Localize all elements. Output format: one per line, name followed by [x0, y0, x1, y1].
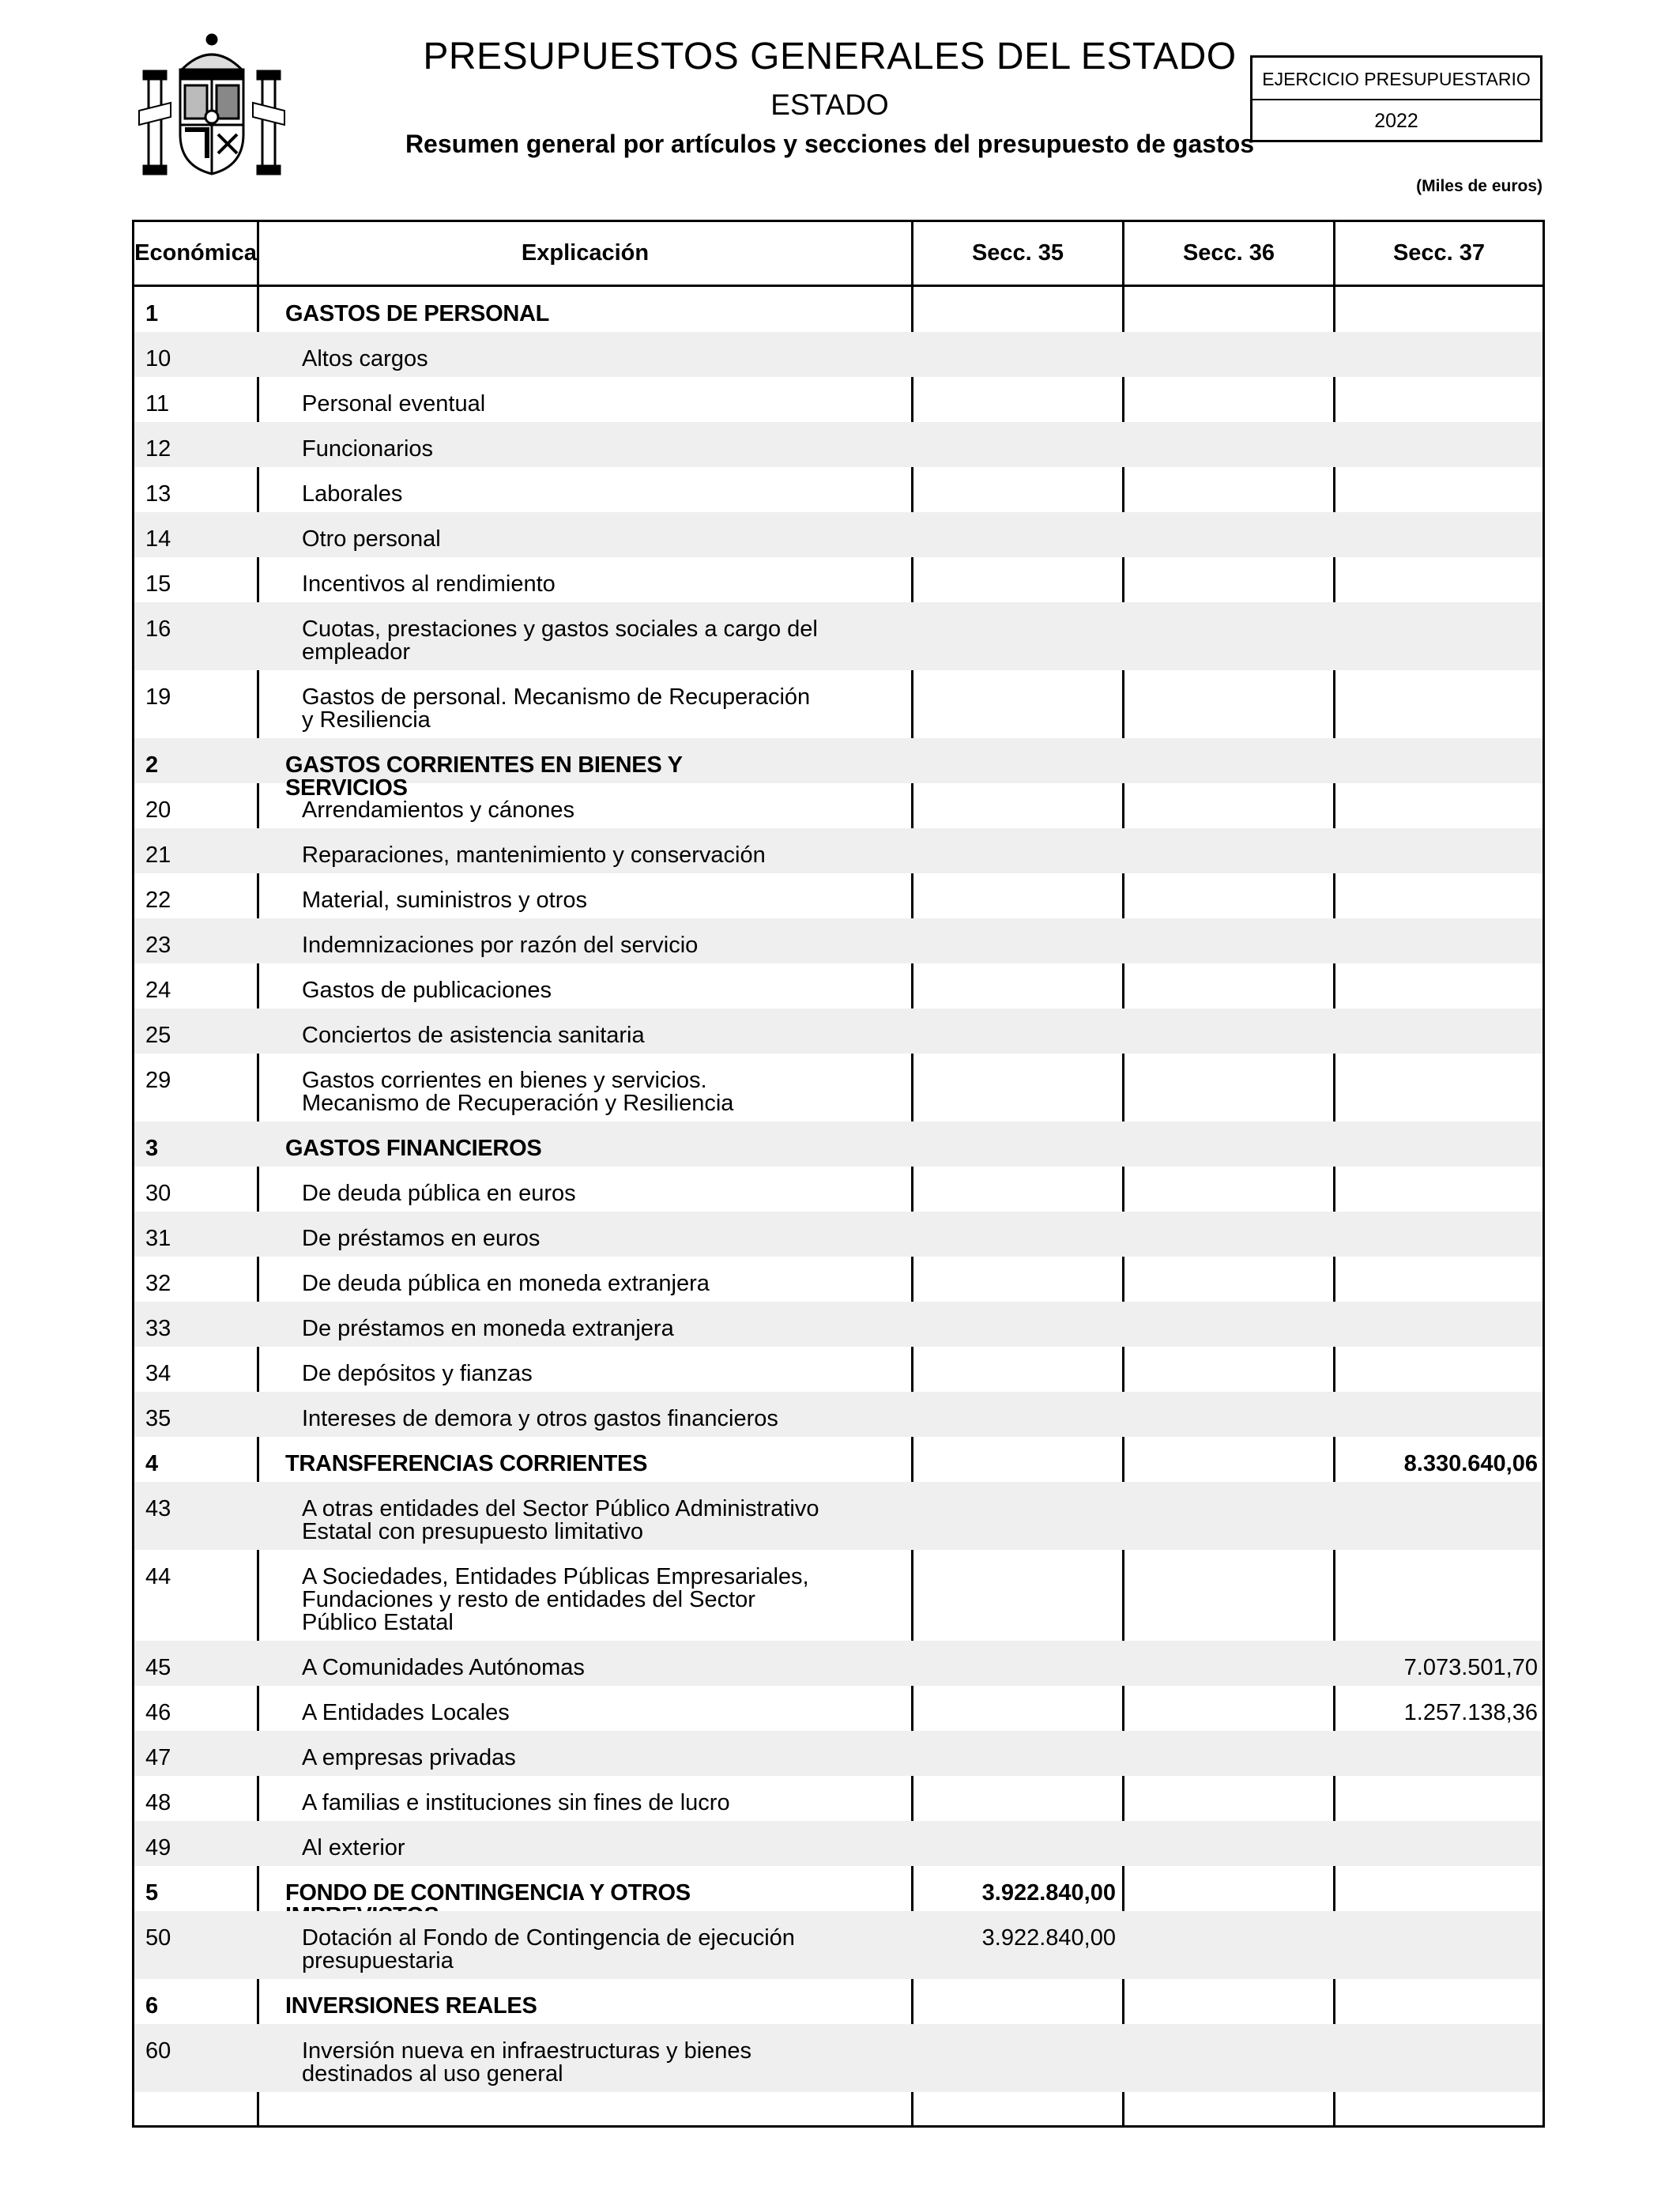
- row-code: 49: [145, 1835, 171, 1860]
- table-row: [134, 1008, 1543, 1054]
- row-code: 48: [145, 1790, 171, 1815]
- row-code: 4: [145, 1451, 159, 1476]
- row-explanation: A otras entidades del Sector Público Administrativo Estatal con presupuesto limitativo: [302, 1496, 819, 1544]
- row-secc36: [1124, 512, 1327, 528]
- table-row: [134, 557, 1543, 602]
- row-explanation: GASTOS CORRIENTES EN BIENES Y SERVICIOS: [285, 752, 683, 801]
- row-secc35: [913, 377, 1116, 393]
- row-secc35: [913, 873, 1116, 889]
- row-code: 50: [145, 1925, 171, 1951]
- table-row: [134, 1550, 1543, 1641]
- row-explanation: Cuotas, prestaciones y gastos sociales a cargo del empleador: [302, 616, 818, 665]
- row-explanation: Material, suministros y otros: [302, 888, 587, 913]
- row-secc35: [913, 738, 1116, 754]
- table-header: [134, 222, 1543, 287]
- row-explanation: Indemnizaciones por razón del servicio: [302, 933, 699, 958]
- row-code: 5: [145, 1880, 159, 1906]
- row-secc35: [913, 1979, 1116, 1995]
- table-body: [134, 287, 1543, 2092]
- row-secc35: 3.922.840,00: [981, 1925, 1116, 1951]
- table-row: [134, 918, 1543, 963]
- row-secc36: [1124, 670, 1327, 686]
- table-row: [134, 1821, 1543, 1866]
- row-secc35: [913, 422, 1116, 438]
- row-secc37: [1335, 1979, 1538, 1995]
- row-code: 19: [145, 684, 171, 710]
- page-description: Resumen general por artículos y secciones del presupuesto de gastos: [405, 130, 1255, 158]
- table-row: [134, 1641, 1543, 1686]
- row-explanation: Intereses de demora y otros gastos financieros: [302, 1406, 778, 1431]
- row-secc37: 8.330.640,06: [1403, 1451, 1538, 1476]
- row-code: 25: [145, 1023, 171, 1048]
- row-code: 34: [145, 1361, 171, 1386]
- row-secc35: [913, 332, 1116, 348]
- table-row: [134, 602, 1543, 670]
- row-explanation: Gastos de personal. Mecanismo de Recuperación y Resiliencia: [302, 684, 811, 733]
- row-code: 11: [145, 391, 170, 417]
- row-secc37: [1335, 1866, 1538, 1882]
- row-secc35: [913, 1302, 1116, 1318]
- row-secc36: [1124, 1257, 1327, 1272]
- row-secc35: [913, 1776, 1116, 1792]
- row-secc35: [913, 918, 1116, 934]
- row-secc35: [913, 1167, 1116, 1182]
- row-explanation: Laborales: [302, 481, 403, 507]
- row-secc35: [913, 1821, 1116, 1837]
- row-explanation: A empresas privadas: [302, 1745, 516, 1770]
- row-secc36: [1124, 918, 1327, 934]
- row-secc35: [913, 467, 1116, 483]
- row-secc37: [1335, 602, 1538, 618]
- row-secc36: [1124, 1212, 1327, 1227]
- table-row-chapter: [134, 1437, 1543, 1482]
- row-secc35: [913, 512, 1116, 528]
- row-secc36: [1124, 1347, 1327, 1363]
- row-code: 33: [145, 1316, 171, 1341]
- table-row: [134, 1776, 1543, 1821]
- row-explanation: TRANSFERENCIAS CORRIENTES: [285, 1451, 648, 1476]
- row-secc35: [913, 557, 1116, 573]
- row-secc36: [1124, 963, 1327, 979]
- table-row: [134, 1392, 1543, 1437]
- table-row: [134, 670, 1543, 738]
- table-row: [134, 467, 1543, 512]
- row-explanation: Otro personal: [302, 526, 441, 552]
- row-secc36: [1124, 783, 1327, 799]
- row-explanation: De préstamos en euros: [302, 1226, 541, 1251]
- row-secc35: [913, 1641, 1116, 1657]
- row-code: 23: [145, 933, 171, 958]
- row-explanation: Conciertos de asistencia sanitaria: [302, 1023, 645, 1048]
- row-explanation: A Comunidades Autónomas: [302, 1655, 585, 1680]
- row-secc36: [1124, 377, 1327, 393]
- row-code: 10: [145, 346, 171, 371]
- row-explanation: Dotación al Fondo de Contingencia de ejecución presupuestaria: [302, 1925, 795, 1973]
- row-secc36: [1124, 1686, 1327, 1702]
- row-secc36: [1124, 1008, 1327, 1024]
- row-explanation: FONDO DE CONTINGENCIA Y OTROS: [285, 1880, 691, 1906]
- table-row: [134, 422, 1543, 467]
- row-secc36: [1124, 1054, 1327, 1069]
- row-secc36: [1124, 1482, 1327, 1498]
- row-code: 21: [145, 843, 171, 868]
- row-secc37: [1335, 1167, 1538, 1182]
- row-code: 44: [145, 1564, 171, 1589]
- row-secc35: [913, 1054, 1116, 1069]
- row-code: 2: [145, 752, 159, 778]
- row-secc36: [1124, 1979, 1327, 1995]
- row-secc37: [1335, 1347, 1538, 1363]
- row-secc37: [1335, 1122, 1538, 1137]
- page-title: PRESUPUESTOS GENERALES DEL ESTADO: [423, 36, 1237, 77]
- coat-of-arms-icon: [133, 24, 291, 182]
- row-secc35: [913, 1122, 1116, 1137]
- row-secc36: [1124, 1437, 1327, 1453]
- row-explanation: Altos cargos: [302, 346, 428, 371]
- row-secc36: [1124, 467, 1327, 483]
- row-explanation: Gastos de publicaciones: [302, 978, 552, 1003]
- row-secc36: [1124, 1302, 1327, 1318]
- row-explanation: Inversión nueva en infraestructuras y bienes destinados al uso general: [302, 2038, 752, 2087]
- row-explanation: A Entidades Locales: [302, 1700, 510, 1725]
- row-secc36: [1124, 1911, 1327, 1927]
- row-explanation: De préstamos en moneda extranjera: [302, 1316, 674, 1341]
- row-secc36: [1124, 1122, 1327, 1137]
- table-row: [134, 1302, 1543, 1347]
- table-row: [134, 377, 1543, 422]
- row-secc37: [1335, 467, 1538, 483]
- row-secc36: [1124, 873, 1327, 889]
- row-code: 20: [145, 797, 171, 823]
- row-secc36: [1124, 828, 1327, 844]
- col-header-secc37: Secc. 37: [1392, 240, 1486, 266]
- row-secc37: [1335, 557, 1538, 573]
- table-row: [134, 1054, 1543, 1122]
- col-header-secc35: Secc. 35: [971, 240, 1064, 266]
- units-note: (Miles de euros): [1416, 177, 1543, 195]
- row-secc36: [1124, 1776, 1327, 1792]
- row-secc36: [1124, 332, 1327, 348]
- row-secc36: [1124, 287, 1327, 303]
- row-secc37: [1335, 1054, 1538, 1069]
- table-row: [134, 783, 1543, 828]
- row-explanation: GASTOS DE PERSONAL: [285, 301, 550, 326]
- table-row: [134, 1257, 1543, 1302]
- row-code: 30: [145, 1181, 171, 1206]
- row-code: 29: [145, 1068, 171, 1093]
- row-secc36: [1124, 602, 1327, 618]
- row-secc37: [1335, 2024, 1538, 2040]
- row-secc36: [1124, 1641, 1327, 1657]
- row-secc37: [1335, 738, 1538, 754]
- row-secc37: [1335, 1212, 1538, 1227]
- table-row: [134, 963, 1543, 1008]
- row-secc36: [1124, 1550, 1327, 1566]
- row-secc36: [1124, 738, 1327, 754]
- fiscal-year-label: EJERCICIO PRESUPUESTARIO: [1252, 58, 1540, 100]
- row-secc36: [1124, 2024, 1327, 2040]
- row-code: 14: [145, 526, 171, 552]
- row-secc35: [913, 1731, 1116, 1747]
- table-row: [134, 332, 1543, 377]
- table-row: [134, 1731, 1543, 1776]
- row-secc36: [1124, 422, 1327, 438]
- row-code: 47: [145, 1745, 171, 1770]
- row-explanation: Al exterior: [302, 1835, 405, 1860]
- row-secc37: [1335, 512, 1538, 528]
- row-explanation: INVERSIONES REALES: [285, 1993, 537, 2019]
- table-row-chapter: [134, 1122, 1543, 1167]
- table-row-chapter: [134, 738, 1543, 801]
- table-row: [134, 2024, 1543, 2092]
- table-row: [134, 1212, 1543, 1257]
- table-row: [134, 828, 1543, 873]
- row-secc36: [1124, 1866, 1327, 1882]
- row-secc37: [1335, 1392, 1538, 1408]
- row-code: 45: [145, 1655, 171, 1680]
- row-secc37: [1335, 287, 1538, 303]
- row-secc37: [1335, 828, 1538, 844]
- row-secc36: [1124, 1167, 1327, 1182]
- table-row: [134, 873, 1543, 918]
- row-code: 24: [145, 978, 171, 1003]
- row-secc35: [913, 287, 1116, 303]
- fiscal-year-value: 2022: [1374, 110, 1418, 132]
- table-row: [134, 1167, 1543, 1212]
- row-explanation: GASTOS FINANCIEROS: [285, 1136, 542, 1161]
- row-secc35: [913, 1482, 1116, 1498]
- row-secc36: [1124, 557, 1327, 573]
- row-secc37: 7.073.501,70: [1403, 1655, 1538, 1680]
- row-explanation: De deuda pública en moneda extranjera: [302, 1271, 710, 1296]
- fiscal-year-box: [1250, 55, 1543, 142]
- row-code: 32: [145, 1271, 171, 1296]
- row-secc37: [1335, 873, 1538, 889]
- table-row: [134, 512, 1543, 557]
- row-code: 16: [145, 616, 171, 642]
- row-secc35: [913, 1008, 1116, 1024]
- page-subtitle: ESTADO: [770, 89, 889, 121]
- row-explanation: De deuda pública en euros: [302, 1181, 576, 1206]
- row-explanation: Funcionarios: [302, 436, 434, 462]
- budget-table: [132, 220, 1545, 2128]
- row-secc37: [1335, 918, 1538, 934]
- row-explanation: Gastos corrientes en bienes y servicios. Mecanismo de Recuperación y Resiliencia: [302, 1068, 734, 1116]
- row-secc37: [1335, 1008, 1538, 1024]
- row-code: 13: [145, 481, 171, 507]
- col-header-explicacion: Explicación: [521, 240, 650, 266]
- row-code: 6: [145, 1993, 159, 2019]
- row-code: 46: [145, 1700, 171, 1725]
- table-row: [134, 1686, 1543, 1731]
- row-code: 1: [145, 301, 159, 326]
- row-secc37: [1335, 1302, 1538, 1318]
- row-secc35: [913, 1257, 1116, 1272]
- row-secc37: [1335, 1911, 1538, 1927]
- row-secc35: [913, 670, 1116, 686]
- row-secc37: [1335, 670, 1538, 686]
- row-secc35: [913, 828, 1116, 844]
- row-secc35: [913, 1437, 1116, 1453]
- row-code: 35: [145, 1406, 171, 1431]
- row-explanation: Personal eventual: [302, 391, 486, 417]
- row-secc37: 1.257.138,36: [1403, 1700, 1538, 1725]
- table-row-chapter: [134, 287, 1543, 332]
- row-code: 3: [145, 1136, 159, 1161]
- row-secc37: [1335, 1731, 1538, 1747]
- row-secc35: 3.922.840,00: [981, 1880, 1116, 1906]
- row-secc37: [1335, 783, 1538, 799]
- row-secc37: [1335, 1482, 1538, 1498]
- row-explanation: Arrendamientos y cánones: [302, 797, 574, 823]
- row-secc37: [1335, 422, 1538, 438]
- table-row: [134, 1482, 1543, 1550]
- row-secc37: [1335, 1776, 1538, 1792]
- row-secc37: [1335, 332, 1538, 348]
- row-explanation: De depósitos y fianzas: [302, 1361, 533, 1386]
- row-secc35: [913, 1550, 1116, 1566]
- row-code: 22: [145, 888, 171, 913]
- row-code: 60: [145, 2038, 171, 2064]
- row-secc37: [1335, 1821, 1538, 1837]
- row-explanation: A familias e instituciones sin fines de lucro: [302, 1790, 730, 1815]
- row-secc37: [1335, 1257, 1538, 1272]
- row-secc37: [1335, 377, 1538, 393]
- row-secc36: [1124, 1392, 1327, 1408]
- table-row-chapter: [134, 1979, 1543, 2024]
- table-row: [134, 1347, 1543, 1392]
- row-secc35: [913, 963, 1116, 979]
- row-secc37: [1335, 963, 1538, 979]
- row-secc35: [913, 602, 1116, 618]
- table-row: [134, 1911, 1543, 1979]
- table-row-chapter: [134, 1866, 1543, 1911]
- col-header-secc36: Secc. 36: [1182, 240, 1275, 266]
- row-secc35: [913, 1212, 1116, 1227]
- row-code: 43: [145, 1496, 171, 1521]
- row-secc36: [1124, 1821, 1327, 1837]
- row-secc37: [1335, 1550, 1538, 1566]
- row-secc35: [913, 783, 1116, 799]
- row-secc35: [913, 1686, 1116, 1702]
- col-header-economica: Económica: [134, 240, 257, 266]
- row-secc36: [1124, 1731, 1327, 1747]
- row-explanation: Incentivos al rendimiento: [302, 571, 556, 597]
- row-explanation: A Sociedades, Entidades Públicas Empresariales, Fundaciones y resto de entidades del Sector Público Estatal: [302, 1564, 809, 1635]
- row-secc35: [913, 1392, 1116, 1408]
- row-explanation: Reparaciones, mantenimiento y conservación: [302, 843, 766, 868]
- row-code: 15: [145, 571, 171, 597]
- row-secc35: [913, 1347, 1116, 1363]
- row-code: 12: [145, 436, 171, 462]
- row-secc35: [913, 2024, 1116, 2040]
- row-code: 31: [145, 1226, 171, 1251]
